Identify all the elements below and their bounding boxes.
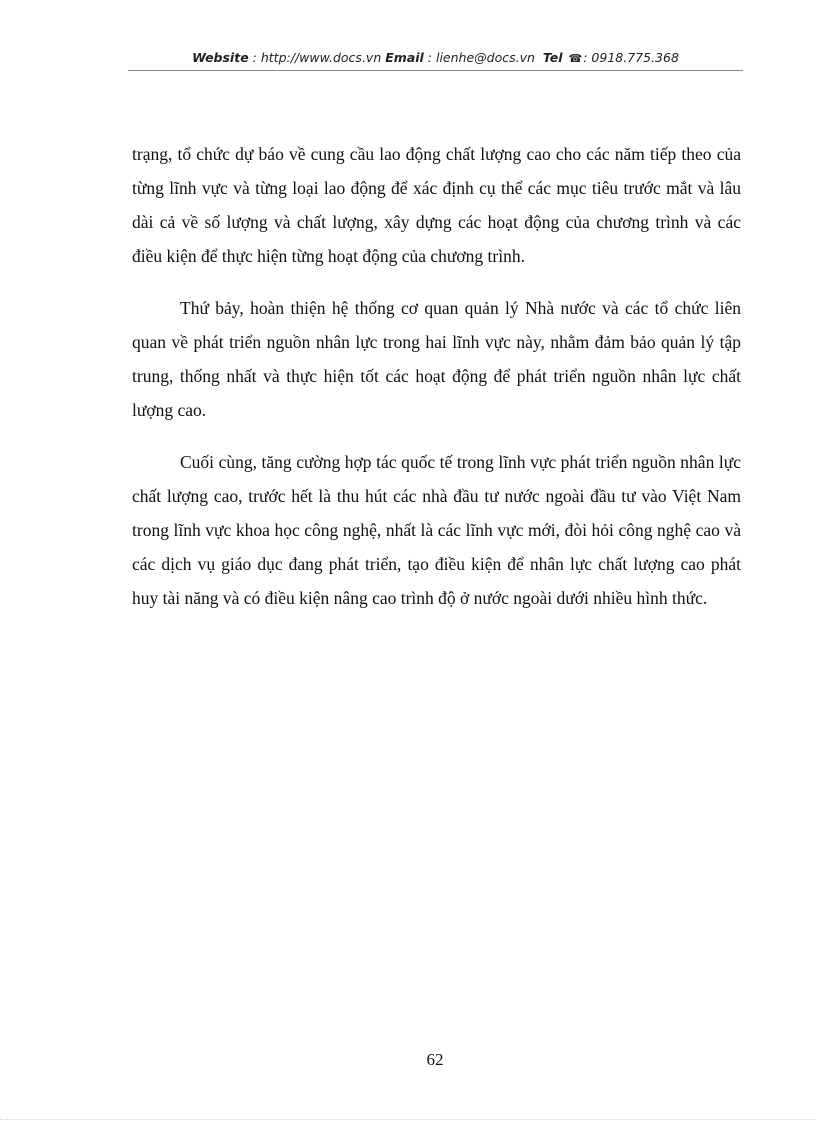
document-body [132, 137, 741, 633]
tel-label: Tel [542, 50, 563, 65]
email-label: Email [385, 50, 424, 65]
page-header [128, 50, 743, 70]
tel-value: : 0918.775.368 [583, 50, 679, 65]
website-value[interactable]: : http://www.docs.vn [252, 50, 382, 65]
bottom-divider [0, 1119, 816, 1120]
paragraph-continuation: trạng, tổ chức dự báo về cung cầu lao động chất lượng cao cho các năm tiếp theo của từng lĩnh vực và từng loại lao động để xác định cụ thể các mục tiêu trước mắt và lâu dài cả về số lượng và chất lượng, xây dựng các hoạt động của chương trình và các điều kiện để thực hiện từng hoạt động của chương trình. [132, 144, 741, 266]
page-number: 62 [426, 1050, 444, 1069]
email-value[interactable]: : lienhe@docs.vn [427, 50, 535, 65]
paragraph-cuoi-cung: Cuối cùng, tăng cường hợp tác quốc tế trong lĩnh vực phát triển nguồn nhân lực chất lượng cao, trước hết là thu hút các nhà đầu tư nước ngoài đầu tư vào Việt Nam trong lĩnh vực khoa học công nghệ, nhất là các lĩnh vực mới, đòi hỏi công nghệ cao và các dịch vụ giáo dục đang phát triển, tạo điều kiện để nhân lực chất lượng cao phát huy tài năng và có điều kiện nâng cao trình độ ở nước ngoài dưới nhiều hình thức. [132, 452, 741, 608]
header-divider [128, 70, 743, 71]
paragraph-thu-bay: Thứ bảy, hoàn thiện hệ thống cơ quan quản lý Nhà nước và các tổ chức liên quan về phát triển nguồn nhân lực trong hai lĩnh vực này, nhằm đảm bảo quản lý tập trung, thống nhất và thực hiện tốt các hoạt động để phát triển nguồn nhân lực chất lượng cao. [132, 298, 741, 420]
phone-icon: ☎ [568, 52, 583, 65]
website-label: Website [192, 50, 249, 65]
